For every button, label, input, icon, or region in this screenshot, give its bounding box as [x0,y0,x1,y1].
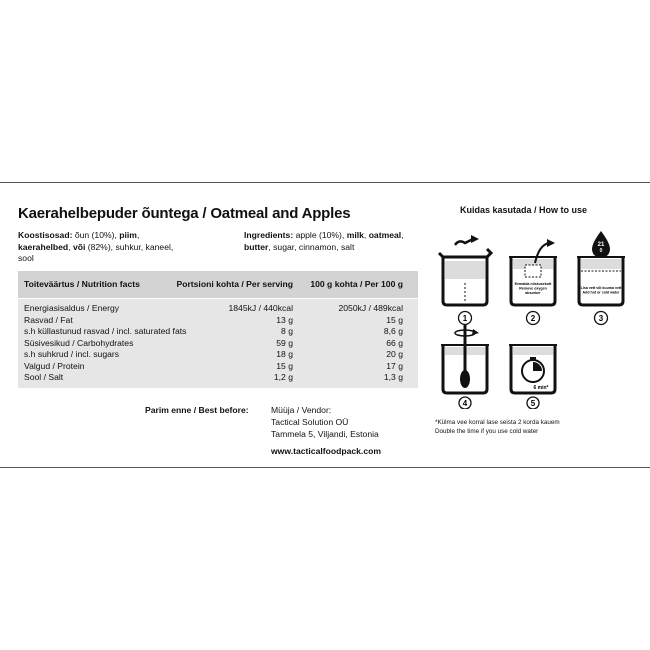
step-4-stir-icon [441,325,489,393]
footnote-et: *Külma vee korral lase seista 2 korda kauem [435,419,560,426]
step-3-volume-bottom: 0 [599,248,603,254]
step-2-caption-en2: absorber [525,291,541,295]
value-per-100g: 17 g [386,360,403,371]
value-per-serving: 15 g [276,360,293,371]
step-5-timer-icon [509,345,557,393]
nutrient-name: s.h küllastunud rasvad / incl. saturated fats [24,326,187,336]
nutrition-row [18,349,418,361]
step-3-caption-en: Add hot or cold water [582,290,620,295]
ingredient-segment: milk [346,230,364,240]
ingredient-segment: või [72,241,86,252]
vendor-block [271,405,381,458]
ingredients-english [244,230,414,253]
nutrition-header-per-serving: Portsioni kohta / Per serving [176,279,293,289]
value-per-serving: 59 g [276,337,293,348]
best-before-label: Parim enne / Best before: [145,405,249,415]
ingredients-estonian [18,230,188,265]
value-per-serving: 13 g [276,314,293,325]
ingredient-segment: Koostisosad: [18,230,75,240]
ingredient-segment: kaerahelbed [18,241,69,252]
value-per-serving: 8 g [281,326,293,336]
vendor-address: Tammela 5, Viljandi, Estonia [271,428,379,439]
value-per-100g: 8,6 g [383,326,403,336]
nutrition-header-per-100g: 100 g kohta / Per 100 g [310,279,403,289]
product-label [0,182,650,468]
ingredient-segment: , [363,230,369,240]
nutrient-name: Rasvad / Fat [24,314,73,325]
ingredient-segment: butter [244,241,269,252]
value-per-serving: 1845kJ / 440kcal [228,303,293,313]
ingredient-segment: apple (10%), [295,230,347,240]
step-3-number: 3 [598,314,604,323]
nutrient-name: Energiasisaldus / Energy [24,303,120,313]
nutrition-row [18,372,418,384]
step-5-number: 5 [530,399,536,408]
nutrient-name: Süsivesikud / Carbohydrates [24,337,134,348]
product-title: Kaerahelbepuder õuntega / Oatmeal and Apples [18,205,351,222]
step-2-caption-et: Eemalda niiskusekott [514,282,552,286]
ingredient-segment: , [68,241,73,252]
step-5-time: 6 min* [533,385,549,391]
step-3-add-water-icon [577,231,625,325]
step-3-volume-top: 21 [597,242,605,248]
ingredient-segment: , [401,230,404,240]
nutrition-row [18,303,418,315]
ingredient-segment: , [136,230,140,240]
ingredient-segment: (82%), suhkur, kaneel, sool [18,241,174,263]
step-3-caption-et: Lisa vett või kuuma vett [580,286,622,290]
how-to-use-steps [435,229,635,409]
nutrition-header-nutrient: Toiteväärtus / Nutrition facts [24,279,140,289]
step-4-number: 4 [462,399,468,408]
footnote-en: Double the time if you use cold water [435,427,539,435]
value-per-serving: 1,2 g [273,372,293,382]
nutrition-header-row [18,271,418,298]
vendor-website-link[interactable]: www.tacticalfoodpack.com [271,446,381,457]
ingredient-segment: , sugar, cinnamon, salt [268,241,355,252]
step-2-caption-en1: Remove oxygen [519,286,547,291]
step-1-tear-open-icon [439,235,491,325]
how-to-use-title: Kuidas kasutada / How to use [460,205,588,215]
value-per-serving: 18 g [276,349,293,359]
ingredient-segment: õun (10%), [74,230,120,240]
ingredient-segment: Ingredients: [244,230,296,240]
nutrition-row [18,361,418,373]
ingredient-segment: piim [119,230,137,240]
step-2-number: 2 [530,314,536,323]
value-per-100g: 1,3 g [383,372,403,382]
value-per-100g: 66 g [386,337,403,348]
nutrition-row [18,326,418,338]
nutrient-name: Valgud / Protein [24,360,85,371]
cold-water-footnote [435,419,560,436]
nutrition-table [18,271,418,388]
value-per-100g: 2050kJ / 489kcal [338,303,403,313]
value-per-100g: 15 g [386,314,403,325]
vendor-company: Tactical Solution OÜ [271,416,349,427]
nutrition-row [18,315,418,327]
nutrition-row [18,338,418,350]
step-1-number: 1 [462,314,468,323]
nutrient-name: s.h suhkrud / incl. sugars [24,349,120,359]
vendor-label: Müüja / Vendor: [271,405,332,415]
nutrient-name: Sool / Salt [24,372,64,382]
step-2-remove-absorber-icon [509,239,557,325]
value-per-100g: 20 g [386,349,403,359]
ingredient-segment: oatmeal [368,230,402,240]
